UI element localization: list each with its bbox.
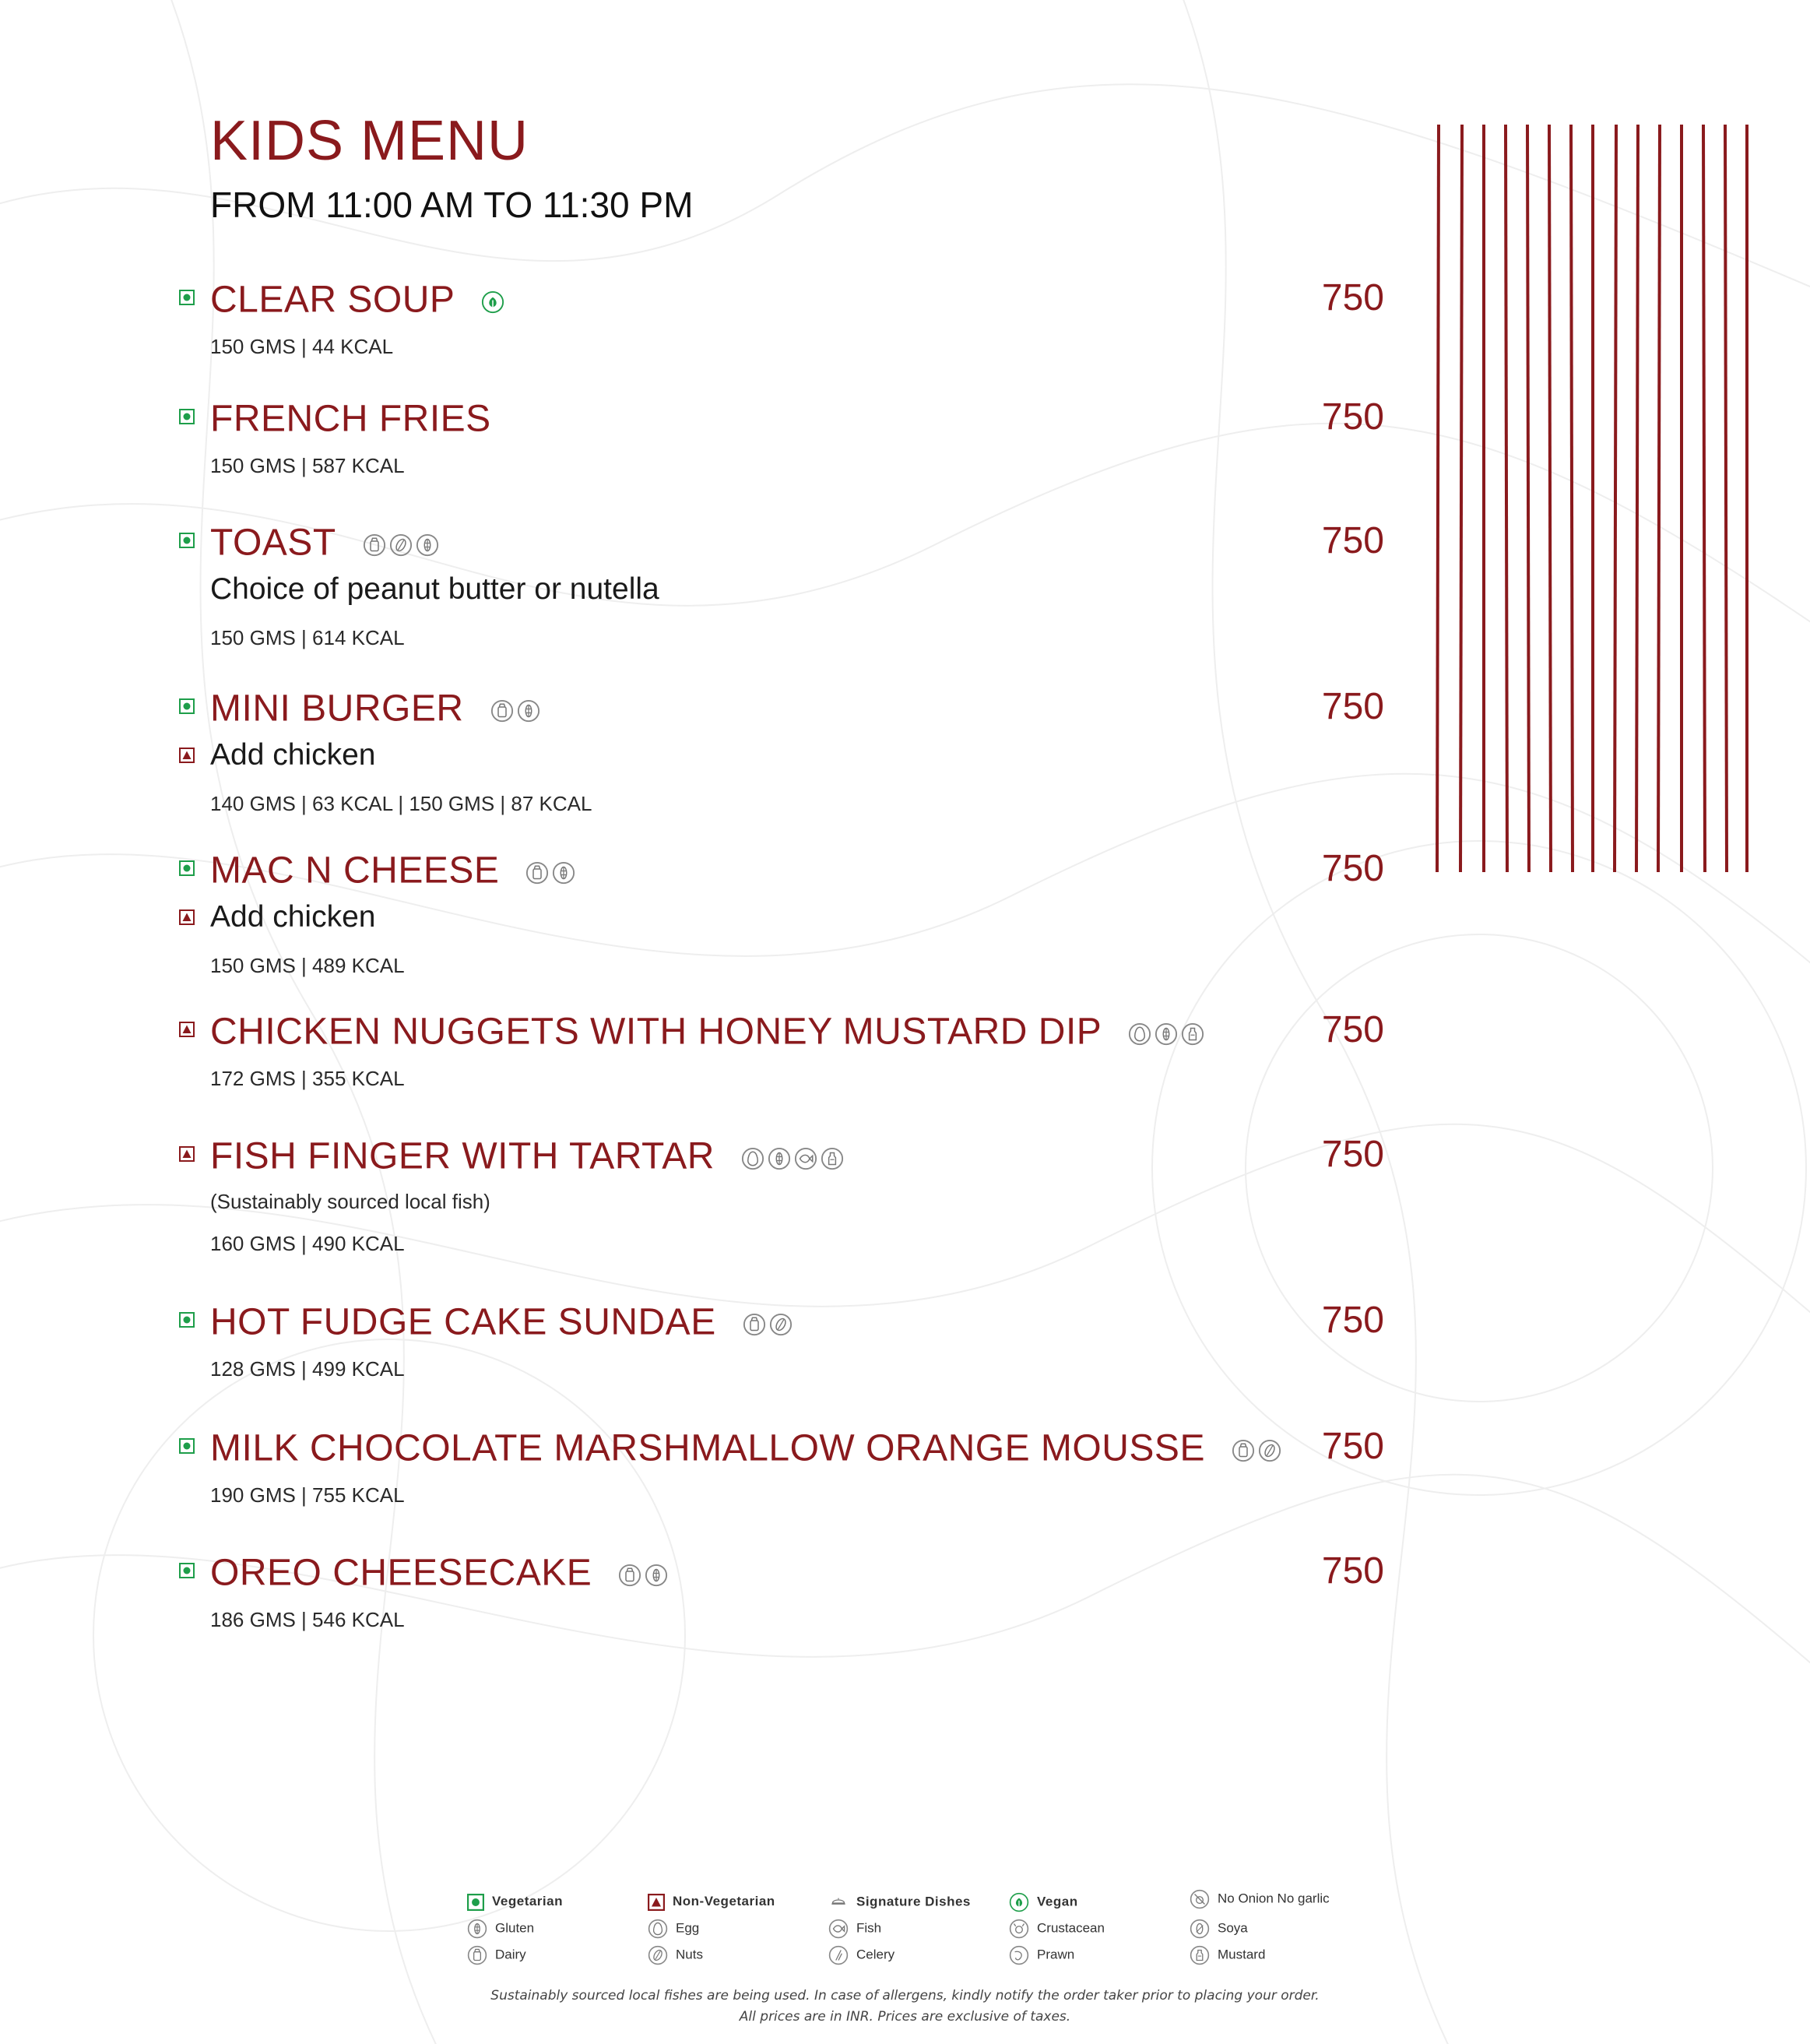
legend bbox=[467, 1892, 1401, 1962]
menu-hours: FROM 11:00 AM TO 11:30 PM bbox=[210, 185, 694, 225]
gluten-icon bbox=[1155, 1022, 1178, 1046]
veg-marker-icon bbox=[179, 290, 195, 305]
menu-item-name-text: FRENCH FRIES bbox=[210, 398, 491, 440]
menu-item-description: Choice of peanut butter or nutella bbox=[210, 572, 659, 606]
legend-item bbox=[1190, 1945, 1265, 1965]
menu-item-weight-calories: 190 GMS | 755 KCAL bbox=[210, 1483, 405, 1507]
menu-item-name bbox=[210, 396, 491, 441]
menu-item-name-text: MAC N CHEESE bbox=[210, 850, 500, 892]
egg-icon bbox=[741, 1147, 764, 1170]
menu-title: KIDS MENU bbox=[210, 110, 529, 172]
menu-item-note: (Sustainably sourced local fish) bbox=[210, 1190, 490, 1213]
legend-item bbox=[648, 1945, 703, 1965]
allergen-icons bbox=[743, 1300, 796, 1344]
footer-allergen-note: Sustainably sourced local fishes are being used. In case of allergens, kindly notify the order taker prior to placing your order. bbox=[490, 1988, 1320, 2004]
dairy-icon bbox=[618, 1564, 641, 1587]
mustard-icon bbox=[1181, 1022, 1204, 1046]
menu-item-price: 750 bbox=[1321, 277, 1384, 318]
gluten-icon bbox=[467, 1919, 487, 1939]
allergen-icons bbox=[525, 849, 578, 892]
mustard-icon bbox=[821, 1147, 844, 1170]
legend-item bbox=[1009, 1892, 1078, 1912]
legend-item bbox=[467, 1945, 526, 1965]
menu-item-price: 750 bbox=[1321, 1134, 1384, 1175]
menu-item-addon: Add chicken bbox=[210, 738, 376, 772]
gluten-icon bbox=[768, 1147, 791, 1170]
menu-item-weight-calories: 150 GMS | 489 KCAL bbox=[210, 954, 405, 977]
signature-icon bbox=[828, 1892, 849, 1912]
nuts-icon bbox=[389, 533, 413, 557]
veg-marker-icon bbox=[179, 1438, 195, 1454]
menu-item-price: 750 bbox=[1321, 1426, 1384, 1467]
footer-price-note: All prices are in INR. Prices are exclusive of taxes. bbox=[739, 2009, 1071, 2025]
legend-label: Celery bbox=[856, 1947, 895, 1962]
nuts-icon bbox=[769, 1313, 793, 1336]
soya-icon bbox=[1190, 1919, 1210, 1939]
menu-item-price: 750 bbox=[1321, 1550, 1384, 1592]
menu-item-name bbox=[210, 1550, 671, 1595]
nuts-icon bbox=[1258, 1439, 1281, 1462]
menu-item-price: 750 bbox=[1321, 396, 1384, 438]
menu-item-name bbox=[210, 685, 543, 730]
legend-label: Signature Dishes bbox=[856, 1894, 971, 1909]
menu-item-name bbox=[210, 1425, 1285, 1470]
menu-item-name bbox=[210, 276, 508, 322]
menu-item-name bbox=[210, 519, 442, 565]
menu-item-weight-calories: 186 GMS | 546 KCAL bbox=[210, 1608, 405, 1631]
legend-label: Soya bbox=[1218, 1920, 1248, 1936]
menu-item-weight-calories: 140 GMS | 63 KCAL | 150 GMS | 87 KCAL bbox=[210, 792, 592, 815]
nonveg-marker-icon bbox=[179, 909, 195, 925]
gluten-icon bbox=[517, 699, 540, 723]
legend-label: Egg bbox=[676, 1920, 700, 1936]
menu-item-weight-calories: 172 GMS | 355 KCAL bbox=[210, 1067, 405, 1090]
allergen-icons bbox=[618, 1551, 671, 1595]
legend-item bbox=[1009, 1919, 1105, 1939]
veg-marker-icon bbox=[179, 860, 195, 876]
vegan-icon bbox=[1009, 1892, 1029, 1912]
allergen-icons bbox=[1128, 1010, 1207, 1054]
legend-label: Gluten bbox=[495, 1920, 535, 1936]
menu-item-name bbox=[210, 1133, 847, 1178]
fish-icon bbox=[828, 1919, 849, 1939]
gluten-icon bbox=[552, 861, 575, 885]
menu-item-price: 750 bbox=[1321, 520, 1384, 561]
nonveg-marker-icon bbox=[179, 1022, 195, 1037]
veg-marker-icon bbox=[179, 1563, 195, 1578]
menu-item-price: 750 bbox=[1321, 848, 1384, 889]
nuts-icon bbox=[648, 1945, 668, 1965]
menu-item-weight-calories: 150 GMS | 614 KCAL bbox=[210, 626, 405, 649]
allergen-icons bbox=[1232, 1427, 1285, 1470]
dairy-icon bbox=[743, 1313, 766, 1336]
prawn-icon bbox=[1009, 1945, 1029, 1965]
legend-label: Vegan bbox=[1037, 1894, 1078, 1909]
fish-icon bbox=[794, 1147, 817, 1170]
veg-marker-icon bbox=[179, 1312, 195, 1328]
menu-item-price: 750 bbox=[1321, 1300, 1384, 1341]
allergen-icons bbox=[481, 278, 508, 322]
menu-item-name-text: MINI BURGER bbox=[210, 688, 464, 730]
legend-label: Vegetarian bbox=[492, 1894, 563, 1909]
gluten-icon bbox=[645, 1564, 668, 1587]
menu-item-name bbox=[210, 1008, 1207, 1054]
legend-item bbox=[1190, 1889, 1330, 1909]
menu-item-name-text: CLEAR SOUP bbox=[210, 279, 455, 321]
legend-item bbox=[648, 1919, 699, 1939]
allergen-icons bbox=[741, 1135, 847, 1178]
legend-label: Dairy bbox=[495, 1947, 526, 1962]
legend-item bbox=[828, 1892, 971, 1912]
legend-label: Crustacean bbox=[1037, 1920, 1105, 1936]
menu-item-name-text: CHICKEN NUGGETS WITH HONEY MUSTARD DIP bbox=[210, 1011, 1102, 1053]
veg-marker-icon bbox=[179, 409, 195, 424]
veg-marker-icon bbox=[179, 533, 195, 548]
menu-item-name-text: OREO CHEESECAKE bbox=[210, 1552, 592, 1594]
decorative-red-stripes bbox=[1432, 125, 1752, 872]
legend-label: Non-Vegetarian bbox=[673, 1894, 775, 1909]
crustacean-icon bbox=[1009, 1919, 1029, 1939]
noonion-icon bbox=[1190, 1889, 1210, 1909]
gluten-icon bbox=[416, 533, 439, 557]
vegan-icon bbox=[481, 290, 504, 314]
legend-item bbox=[1190, 1919, 1248, 1939]
allergen-icons bbox=[490, 687, 543, 730]
nonveg-marker-icon bbox=[179, 1146, 195, 1162]
menu-item-name bbox=[210, 1299, 796, 1344]
dairy-icon bbox=[363, 533, 386, 557]
legend-item bbox=[467, 1919, 534, 1939]
menu-item-price: 750 bbox=[1321, 1009, 1384, 1050]
menu-item-weight-calories: 128 GMS | 499 KCAL bbox=[210, 1357, 405, 1381]
egg-icon bbox=[648, 1919, 668, 1939]
mustard-icon bbox=[1190, 1945, 1210, 1965]
menu-item-weight-calories: 160 GMS | 490 KCAL bbox=[210, 1232, 405, 1255]
legend-label: No Onion No garlic bbox=[1218, 1891, 1330, 1906]
menu-item-addon: Add chicken bbox=[210, 900, 376, 934]
celery-icon bbox=[828, 1945, 849, 1965]
nonveg-marker-icon bbox=[179, 748, 195, 763]
legend-label: Nuts bbox=[676, 1947, 703, 1962]
menu-item-name-text: MILK CHOCOLATE MARSHMALLOW ORANGE MOUSSE bbox=[210, 1427, 1205, 1469]
legend-item bbox=[648, 1892, 775, 1911]
veg-marker-icon bbox=[467, 1894, 484, 1911]
legend-label: Mustard bbox=[1218, 1947, 1266, 1962]
legend-label: Fish bbox=[856, 1920, 882, 1936]
dairy-icon bbox=[525, 861, 549, 885]
menu-item-name-text: TOAST bbox=[210, 522, 336, 564]
menu-item-price: 750 bbox=[1321, 686, 1384, 727]
nonveg-marker-icon bbox=[648, 1894, 665, 1911]
dairy-icon bbox=[1232, 1439, 1255, 1462]
legend-item bbox=[828, 1919, 881, 1939]
veg-marker-icon bbox=[179, 698, 195, 714]
legend-item bbox=[828, 1945, 894, 1965]
egg-icon bbox=[1128, 1022, 1151, 1046]
legend-item bbox=[1009, 1945, 1074, 1965]
menu-item-weight-calories: 150 GMS | 587 KCAL bbox=[210, 454, 405, 477]
legend-item bbox=[467, 1892, 563, 1911]
allergen-icons bbox=[363, 521, 442, 565]
menu-item-name bbox=[210, 847, 578, 892]
legend-label: Prawn bbox=[1037, 1947, 1075, 1962]
dairy-icon bbox=[490, 699, 514, 723]
menu-item-name-text: HOT FUDGE CAKE SUNDAE bbox=[210, 1301, 716, 1343]
menu-item-weight-calories: 150 GMS | 44 KCAL bbox=[210, 335, 394, 358]
menu-item-name-text: FISH FINGER WITH TARTAR bbox=[210, 1135, 715, 1177]
dairy-icon bbox=[467, 1945, 487, 1965]
